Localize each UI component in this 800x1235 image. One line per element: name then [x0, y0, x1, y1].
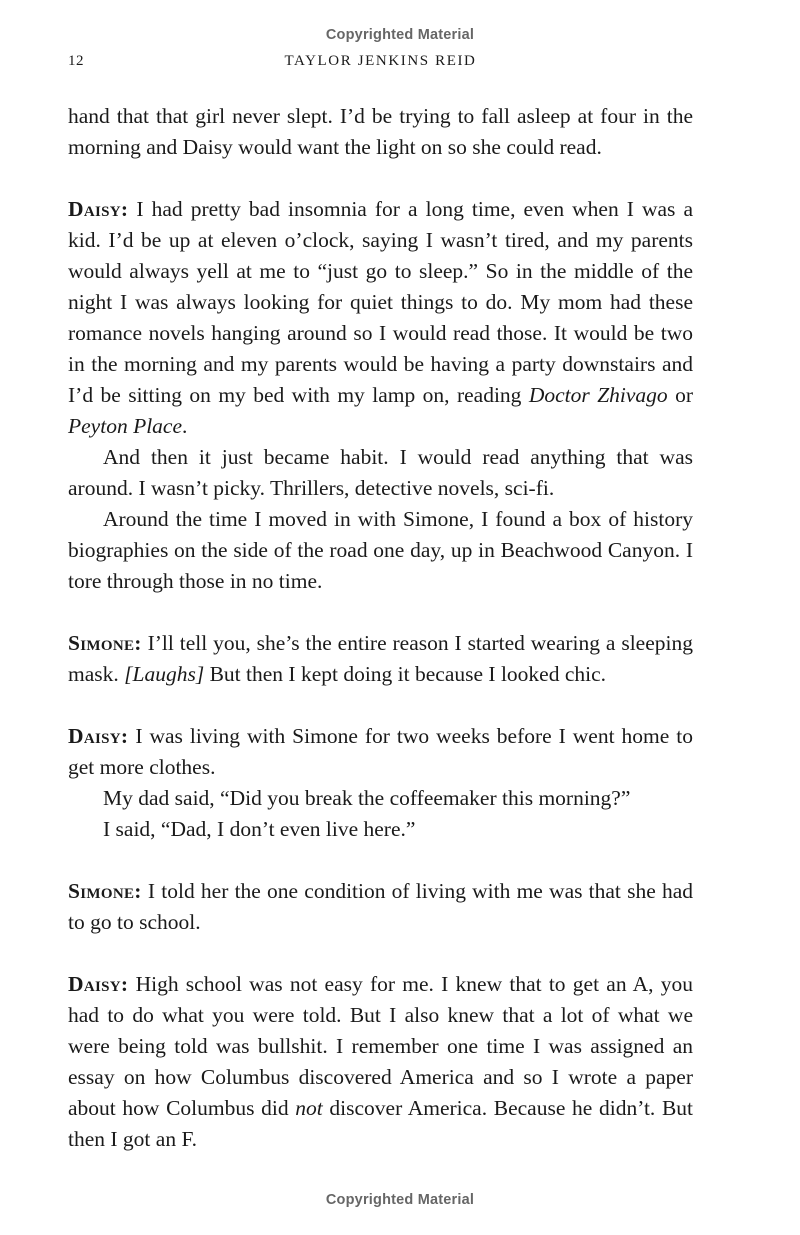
paragraph-daisy-clothes	[68, 721, 693, 783]
paragraph-text: I had pretty bad insomnia for a long time, even when I was a kid. I’d be up at eleven o’clock, saying I wasn’t tired, and my parents would always yell at me to “just go to sleep.” So in the middle of the night I was always looking for quiet things to do. My mom had these romance novels hanging around so I would read those. It would be two in the morning and my parents would be having a party downstairs and I’d be sitting on my bed with my lamp on, reading	[68, 197, 694, 407]
paragraph-text: But then I kept doing it because I looked chic.	[209, 662, 607, 686]
paragraph-daisy-insomnia	[68, 194, 693, 442]
speaker-name: Daisy:	[68, 197, 129, 221]
speaker-name: Simone:	[68, 879, 142, 903]
page-number: 12	[68, 53, 84, 69]
running-header	[68, 53, 693, 73]
emphasis: not	[295, 1096, 323, 1120]
dialogue-line: I said, “Dad, I don’t even live here.”	[103, 817, 416, 841]
speaker-name: Daisy:	[68, 724, 129, 748]
book-title: Doctor Zhivago	[528, 383, 668, 407]
paragraph-text: I told her the one condition of living with me was that she had to go to school.	[68, 879, 694, 934]
paragraph-text: discover America. Because he didn’t. But then I got an F.	[68, 1096, 694, 1151]
paragraph-simone-mask	[68, 628, 693, 690]
paragraph-habit: And then it just became habit. I would read anything that was around. I wasn’t picky. Thrillers, detective novels, sci-fi.	[68, 445, 693, 500]
copyright-watermark-bottom: Copyrighted Material	[325, 1192, 475, 1208]
paragraph-text: High school was not easy for me. I knew that to get an A, you had to do what you were told. But I also knew that a lot of what we were being told was bullshit. I remember one time I was assigned an essay on how Columbus discovered America and so I wrote a paper about how Columbus did	[68, 972, 694, 1120]
page-body	[68, 101, 693, 1155]
paragraph-simone-school	[68, 876, 693, 938]
paragraph-text: I was living with Simone for two weeks before I went home to get more clothes.	[68, 724, 693, 779]
copyright-watermark-top: Copyrighted Material	[325, 27, 475, 43]
punctuation: .	[182, 414, 188, 438]
stage-direction: [Laughs]	[124, 662, 205, 686]
book-title: Peyton Place	[68, 414, 183, 438]
paragraph-daisy-highschool	[68, 969, 693, 1155]
conjunction: or	[675, 383, 694, 407]
paragraph-text: I’ll tell you, she’s the entire reason I started wearing a sleeping mask.	[68, 631, 693, 686]
running-title: TAYLOR JENKINS REID	[284, 53, 477, 69]
paragraph-biographies: Around the time I moved in with Simone, I found a box of history biographies on the side of the road one day, up in Beachwood Canyon. I tore through those in no time.	[68, 507, 693, 593]
dialogue-line: My dad said, “Did you break the coffeemaker this morning?”	[103, 786, 631, 810]
paragraph-continuation: hand that that girl never slept. I’d be trying to fall asleep at four in the morning and Daisy would want the light on so she could read.	[68, 104, 693, 159]
speaker-name: Simone:	[68, 631, 142, 655]
speaker-name: Daisy:	[68, 972, 129, 996]
